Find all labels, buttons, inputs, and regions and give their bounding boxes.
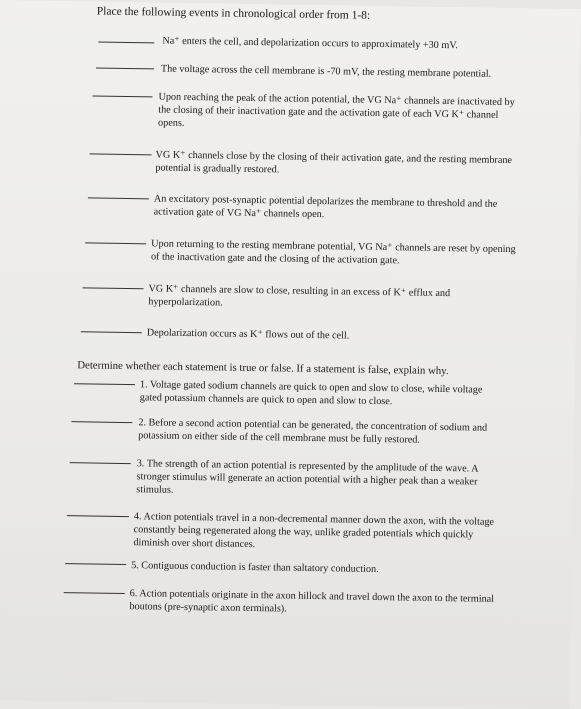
answer-blank[interactable] — [88, 197, 149, 199]
statement-item: 5. Contiguous conduction is faster than saltatory conduction. — [131, 560, 379, 576]
event-item: VG K⁺ channels are slow to close, resulting in an excess of K⁺ efflux and hyperpolarization. — [148, 283, 451, 309]
answer-blank[interactable] — [85, 242, 146, 244]
answer-blank[interactable] — [65, 563, 126, 565]
part1-title: Place the following events in chronological order from 1-8: — [96, 5, 371, 22]
answer-blank[interactable] — [90, 153, 152, 155]
statement-item: 2. Before a second action potential can be generated, the concentration of sodium and potassium on either side of the cell membrane must be fully restored. — [138, 417, 488, 446]
answer-blank[interactable] — [71, 421, 132, 423]
statement-item: 6. Action potentials originate in the axon hillock and travel down the axon to the terminal boutons (pre-synaptic axon terminals). — [129, 588, 495, 615]
answer-blank[interactable] — [98, 42, 154, 44]
event-item: Upon returning to the resting membrane potential, VG Na⁺ channels are reset by opening of the inactivation gate and the closing of the activation gate. — [150, 238, 516, 267]
event-item: VG K⁺ channels close by the closing of their activation gate, and the resting membrane potential is gradually restored. — [155, 149, 513, 176]
statement-item: 4. Action potentials travel in a non-decremental manner down the axon, with the voltage constantly being regenerated along the way, unlike graded potentials which quickly diminish over short distances. — [133, 511, 495, 551]
statement-item: 3. The strength of an action potential is represented by the amplitude of the wave. A stronger stimulus will generate an action potential with a higher peak than a weaker stimulus. — [136, 458, 479, 496]
event-item: Upon reaching the peak of the action potential, the VG Na⁺ channels are inactivated by the closing of their inactivation gate and the activation gate of each VG K⁺ channel opens. — [158, 91, 515, 129]
answer-blank[interactable] — [96, 68, 154, 70]
event-item: Na⁺ enters the cell, and depolarization occurs to approximately +30 mV. — [162, 35, 458, 52]
answer-blank[interactable] — [81, 331, 142, 333]
answer-blank[interactable] — [67, 515, 129, 517]
answer-blank[interactable] — [82, 287, 143, 289]
answer-blank[interactable] — [70, 462, 131, 464]
answer-blank[interactable] — [74, 383, 135, 385]
event-item: The voltage across the cell membrane is -70 mV, the resting membrane potential. — [160, 63, 492, 80]
part2-title: Determine whether each statement is true or false. If a statement is false, explain why. — [77, 359, 449, 378]
event-item: An excitatory post-synaptic potential depolarizes the membrane to threshold and the activation gate of VG Na⁺ channels open. — [153, 193, 498, 221]
answer-blank[interactable] — [92, 95, 152, 97]
statement-item: 1. Voltage gated sodium channels are quick to open and slow to close, while voltage gated potassium channels are quick to open and slow to close. — [139, 379, 483, 408]
answer-blank[interactable] — [64, 592, 125, 594]
event-item: Depolarization occurs as K⁺ flows out of the cell. — [146, 327, 350, 342]
